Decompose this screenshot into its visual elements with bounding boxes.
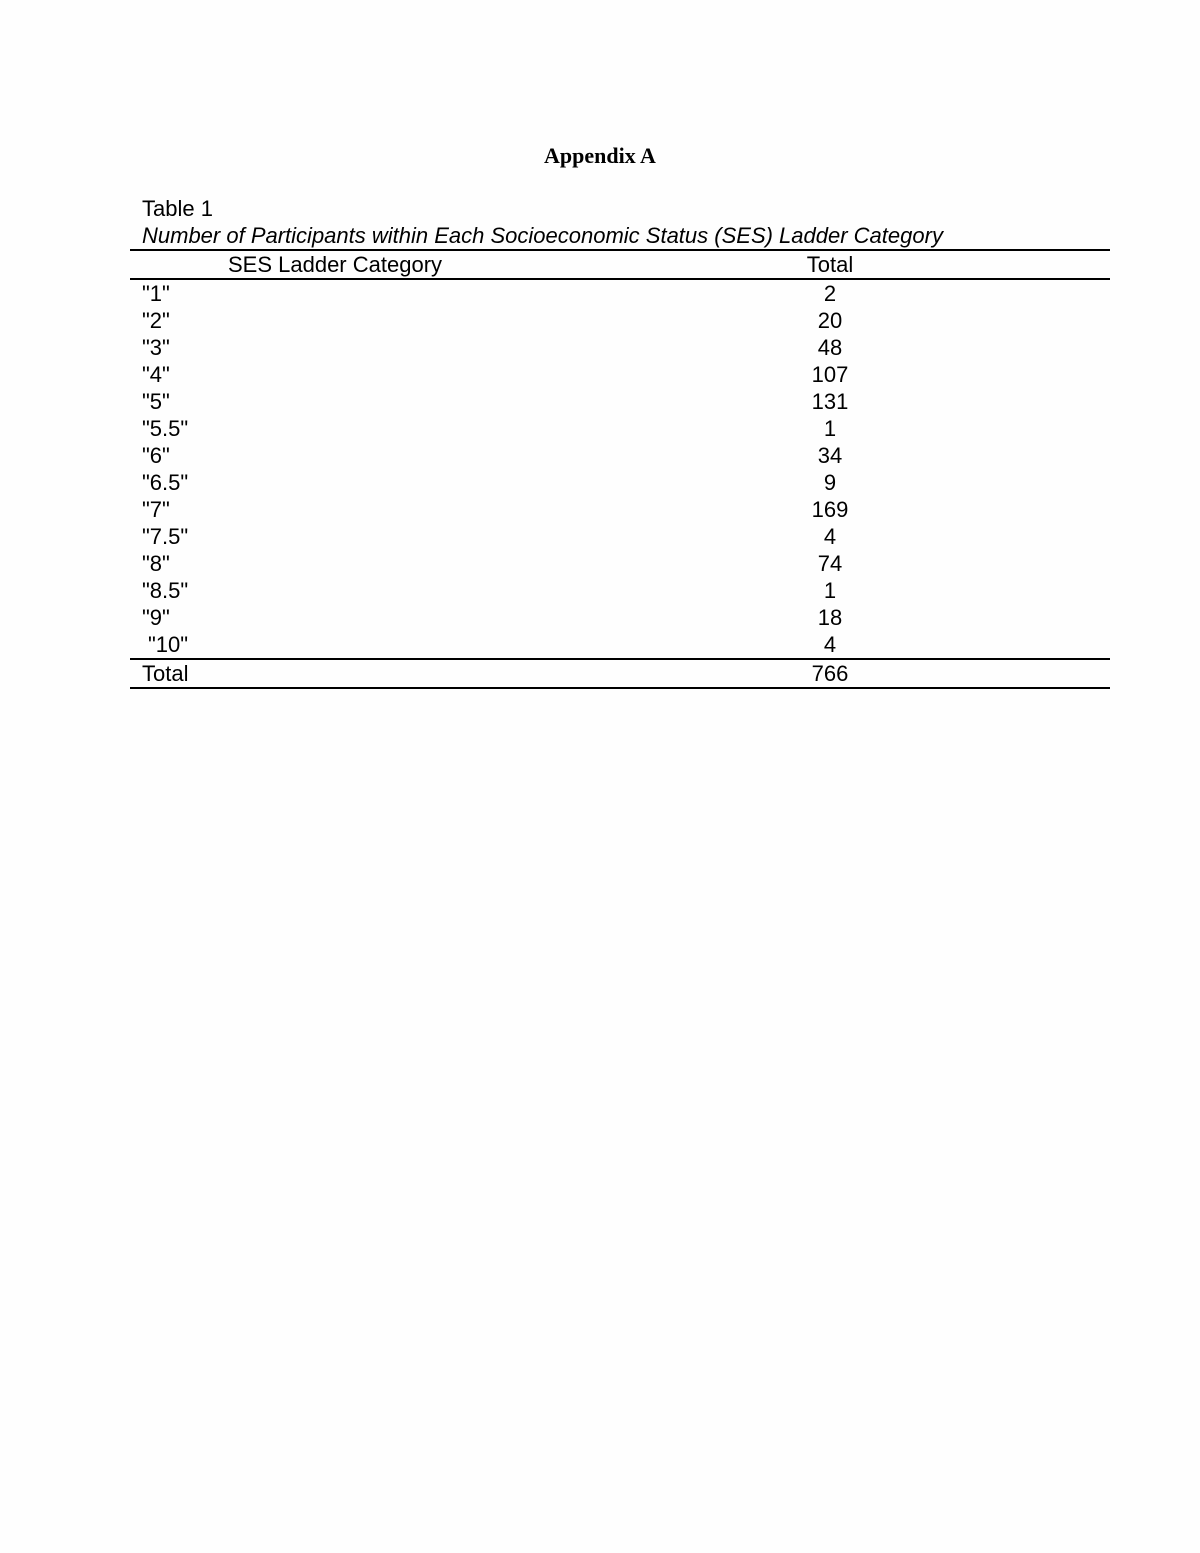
row-category: "8" [142, 551, 170, 576]
table-row [130, 631, 1110, 659]
row-category: "8.5" [142, 578, 189, 603]
row-total [811, 496, 1110, 523]
table-row [130, 550, 1110, 577]
footer-total-label: Total [130, 659, 830, 688]
page-heading: Appendix A [544, 143, 656, 168]
table-title: Number of Participants within Each Socioeconomic Status (SES) Ladder Category [142, 223, 943, 248]
row-total-value: 34 [817, 443, 843, 468]
row-total-value: 20 [817, 308, 843, 333]
row-total-value: 169 [811, 497, 849, 522]
footer-total-value: 766 [811, 661, 849, 686]
table-footer-row [130, 659, 1110, 688]
table-row [130, 334, 1110, 361]
row-total [817, 550, 1110, 577]
table-row [130, 577, 1110, 604]
row-total [823, 415, 1110, 442]
ses-table [130, 249, 1110, 689]
row-category: "10" [148, 632, 189, 657]
table-row [130, 469, 1110, 496]
table-header-row [130, 250, 1110, 279]
row-total [823, 631, 1110, 659]
row-category: "9" [142, 605, 170, 630]
row-category: "1" [142, 281, 170, 306]
row-total [817, 334, 1110, 361]
header-ses-ladder-category: SES Ladder Category [130, 250, 830, 279]
row-total [823, 577, 1110, 604]
row-total-value: 131 [811, 389, 849, 414]
row-category: "5" [142, 389, 170, 414]
row-total-value: 48 [817, 335, 843, 360]
row-category: "5.5" [142, 416, 189, 441]
row-category: "6.5" [142, 470, 189, 495]
row-total [817, 604, 1110, 631]
table-row [130, 523, 1110, 550]
header-total-label: Total [806, 252, 854, 277]
footer-total [811, 659, 1110, 688]
row-total-value: 74 [817, 551, 843, 576]
row-total [811, 361, 1110, 388]
table-row [130, 361, 1110, 388]
table-row [130, 279, 1110, 307]
table-row [130, 388, 1110, 415]
row-total-value: 4 [823, 632, 837, 657]
row-total [823, 523, 1110, 550]
row-total [811, 388, 1110, 415]
table-row [130, 604, 1110, 631]
row-total [817, 442, 1110, 469]
table-row [130, 415, 1110, 442]
header-total [806, 250, 1110, 279]
row-category: "3" [142, 335, 170, 360]
row-category: "7.5" [142, 524, 189, 549]
table-row [130, 442, 1110, 469]
row-category: "4" [142, 362, 170, 387]
row-category: "6" [142, 443, 170, 468]
row-total-value: 18 [817, 605, 843, 630]
table-row [130, 307, 1110, 334]
table-number: Table 1 [142, 196, 213, 221]
row-total-value: 4 [823, 524, 837, 549]
row-total-value: 1 [823, 416, 837, 441]
row-category: "2" [142, 308, 170, 333]
row-total [823, 469, 1110, 496]
row-total [823, 279, 1110, 307]
row-total-value: 9 [823, 470, 837, 495]
row-total [817, 307, 1110, 334]
row-total-value: 1 [823, 578, 837, 603]
row-total-value: 2 [823, 281, 837, 306]
table-row [130, 496, 1110, 523]
row-category: "7" [142, 497, 170, 522]
row-total-value: 107 [811, 362, 849, 387]
